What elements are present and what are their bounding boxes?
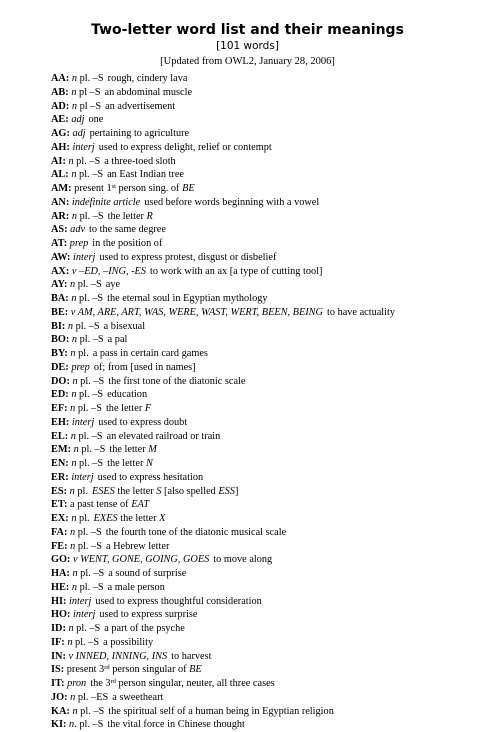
entry-definition: to harvest — [171, 650, 212, 662]
word-entry — [51, 430, 491, 444]
entry-word: ED: — [51, 389, 69, 401]
entry-inflection: pl. –S — [73, 623, 101, 634]
entry-definition: the vital force in Chinese thought — [107, 719, 245, 731]
entry-word: GO: — [51, 554, 71, 566]
entry-part-of-speech: interj — [73, 609, 96, 621]
entry-definition: the letter F — [105, 403, 152, 414]
entry-definition: education — [107, 389, 148, 401]
entry-definition: a past tense of EAT — [69, 499, 150, 511]
entry-word: IF: — [51, 636, 65, 648]
word-entry — [51, 86, 491, 100]
entry-part-of-speech: n — [67, 636, 73, 648]
entry-part-of-speech: n — [71, 389, 77, 401]
entry-inflection: pl. –S — [72, 636, 100, 648]
entry-word: HA: — [51, 568, 70, 579]
entry-part-of-speech: n — [69, 526, 76, 538]
entry-definition: EXES the letter X — [93, 513, 166, 524]
entry-part-of-speech: n — [72, 705, 78, 717]
word-entry — [51, 388, 491, 402]
word-entry — [51, 608, 491, 622]
word-entry — [51, 306, 491, 320]
entry-word: FA: — [51, 526, 68, 538]
update-note: [Updated from OWL2, January 28, 2006] — [160, 56, 335, 67]
entry-part-of-speech: interj — [69, 595, 92, 607]
entry-word: AT: — [51, 238, 68, 249]
entry-inflection: pl. –S — [75, 526, 102, 538]
word-entry — [51, 457, 491, 471]
word-entry — [51, 127, 491, 141]
entry-inflection: AM, ARE, ART, WAS, WERE, WAST, WERT, BEEN, BEING — [75, 306, 323, 318]
entry-part-of-speech: n — [71, 86, 77, 98]
entry-inflection: pl. –S — [73, 320, 100, 332]
entry-inflection: INNED, INNING, INS — [73, 650, 168, 662]
entry-definition: used before words beginning with a vowel — [144, 196, 320, 208]
entry-definition: a possibility — [103, 636, 154, 648]
entry-word: BO: — [51, 334, 70, 346]
word-entry — [51, 485, 491, 499]
entry-definition: present 3rd person singular of BE — [66, 664, 202, 676]
word-entry — [51, 553, 491, 567]
entry-part-of-speech: adj — [72, 128, 86, 139]
entry-inflection: pl. –S — [77, 334, 104, 346]
entry-word: DO: — [51, 375, 70, 387]
entry-definition: used to express surprise — [99, 609, 198, 621]
entry-part-of-speech: n — [71, 210, 78, 222]
entry-part-of-speech: interj — [71, 416, 95, 428]
entry-definition: an advertisement — [105, 100, 176, 112]
entry-inflection: pl. –S — [73, 155, 101, 167]
entry-definition: a male person — [107, 581, 165, 593]
entry-inflection: pl. –S — [78, 444, 106, 456]
entry-definition: a sound of surprise — [108, 568, 187, 579]
entry-part-of-speech: n — [71, 100, 78, 112]
entry-definition: pertaining to agriculture — [89, 128, 190, 139]
entry-part-of-speech: n — [73, 444, 79, 456]
entry-part-of-speech: n — [70, 403, 76, 414]
entry-definition: used to express delight, relief or contempt — [98, 141, 272, 153]
entry-definition: present 1st person sing. of BE — [74, 183, 195, 194]
entry-inflection: pl. –S — [75, 403, 102, 414]
entry-word: EX: — [51, 513, 69, 524]
word-entry — [51, 210, 491, 224]
entry-definition: an East Indian tree — [107, 169, 184, 181]
entry-part-of-speech: n — [71, 293, 77, 304]
entry-part-of-speech: n — [71, 334, 78, 346]
entry-part-of-speech: n — [71, 458, 77, 469]
word-entry — [51, 636, 491, 650]
entry-word: AB: — [51, 86, 69, 98]
entry-part-of-speech: n — [71, 169, 77, 181]
entry-part-of-speech: interj — [73, 251, 96, 263]
entry-word: AS: — [51, 224, 68, 236]
entry-part-of-speech: n — [71, 73, 78, 84]
entry-definition: to have actuality — [326, 306, 396, 318]
entry-word: BY: — [51, 348, 68, 359]
entry-definition: a part of the psyche — [104, 623, 185, 634]
word-count: [101 words] — [216, 40, 279, 52]
entry-word: JO: — [51, 691, 68, 703]
entry-part-of-speech: interj — [71, 471, 94, 483]
word-entry — [51, 402, 491, 416]
word-entry — [51, 182, 491, 196]
word-entry — [51, 251, 491, 265]
entry-word: AR: — [51, 210, 70, 222]
entry-part-of-speech: n — [72, 568, 78, 579]
entry-part-of-speech: v — [68, 650, 74, 662]
entry-definition: of; from [used in names] — [93, 361, 196, 373]
word-entry — [51, 622, 491, 636]
word-entry — [51, 540, 491, 554]
entry-part-of-speech: v — [70, 306, 76, 318]
word-entry — [51, 196, 491, 210]
entry-word: BA: — [51, 293, 69, 304]
word-entry — [51, 72, 491, 86]
entry-inflection: pl. –S — [75, 430, 103, 442]
entry-inflection: –ED, –ING, -ES — [76, 265, 146, 277]
entry-inflection: pl. –ES — [75, 691, 109, 703]
entry-word: KI: — [51, 719, 67, 731]
entry-inflection: pl. –S — [76, 389, 104, 401]
word-entry — [51, 443, 491, 457]
entry-definition: the letter M — [109, 444, 157, 456]
word-entry — [51, 512, 491, 526]
entry-inflection: pl –S — [76, 86, 101, 98]
entry-word: IN: — [51, 650, 66, 662]
entry-definition: used to express thoughtful consideration — [95, 595, 262, 607]
entry-word: IT: — [51, 678, 65, 689]
word-entry — [51, 581, 491, 595]
entry-word: AX: — [51, 265, 70, 277]
word-entry — [51, 155, 491, 169]
entry-word: EH: — [51, 416, 70, 428]
entry-definition: a three-toed sloth — [104, 155, 176, 167]
entry-part-of-speech: n — [71, 581, 78, 593]
word-entry — [51, 347, 491, 361]
entry-definition: a pass in certain card games — [92, 348, 208, 359]
word-entry — [51, 320, 491, 334]
entry-definition: used to express protest, disgust or disbelief — [99, 251, 277, 263]
entry-definition: to work with an ax [a type of cutting tool] — [149, 265, 323, 277]
word-entry — [51, 292, 491, 306]
entry-word: BE: — [51, 306, 69, 318]
entry-word: BI: — [51, 320, 66, 332]
word-entry — [51, 498, 491, 512]
entry-word: ID: — [51, 623, 66, 634]
entry-inflection: pl. –S — [77, 705, 105, 717]
entry-word: AG: — [51, 128, 70, 139]
entry-word: HE: — [51, 581, 70, 593]
entry-inflection: pl. –S — [77, 73, 104, 84]
entry-word: EM: — [51, 444, 72, 456]
word-entry — [51, 650, 491, 664]
entry-definition: the 3rd person singular, neuter, all three cases — [90, 678, 275, 689]
word-list — [51, 72, 491, 732]
entry-part-of-speech: n — [71, 513, 77, 524]
entry-definition: one — [88, 114, 104, 126]
entry-word: KA: — [51, 705, 70, 717]
word-entry — [51, 416, 491, 430]
entry-word: DE: — [51, 361, 69, 373]
entry-word: FE: — [51, 540, 68, 552]
word-entry — [51, 375, 491, 389]
entry-word: AW: — [51, 251, 71, 263]
entry-part-of-speech: v — [73, 554, 78, 566]
entry-inflection: pl. — [75, 348, 89, 359]
entry-definition: aye — [105, 279, 121, 291]
entry-definition: in the position of — [92, 238, 163, 249]
entry-part-of-speech: n — [70, 348, 76, 359]
entry-word: AN: — [51, 196, 70, 208]
entry-definition: the fourth tone of the diatonic musical scale — [105, 526, 287, 538]
entry-part-of-speech: n — [69, 719, 75, 731]
word-entry — [51, 705, 491, 719]
entry-word: AY: — [51, 279, 68, 291]
entry-definition: an elevated railroad or train — [106, 430, 221, 442]
entry-inflection: pl. –S — [75, 279, 102, 291]
word-entry — [51, 237, 491, 251]
entry-part-of-speech: n — [70, 691, 76, 703]
entry-definition: ESES the letter S [also spelled ESS] — [91, 485, 239, 497]
word-entry — [51, 691, 491, 705]
entry-inflection: pl. –S — [75, 540, 102, 552]
word-entry — [51, 471, 491, 485]
entry-inflection: pl –S — [77, 100, 102, 112]
entry-word: EF: — [51, 403, 68, 414]
entry-part-of-speech: v — [71, 265, 77, 277]
entry-word: HO: — [51, 609, 71, 621]
entry-inflection: pl. — [74, 485, 88, 497]
entry-inflection: pl. –S — [77, 568, 105, 579]
entry-definition: the eternal soul in Egyptian mythology — [107, 293, 268, 304]
entry-inflection: WENT, GONE, GOING, GOES — [77, 554, 210, 566]
word-entry — [51, 278, 491, 292]
entry-word: AL: — [51, 169, 69, 181]
entry-part-of-speech: pron — [67, 678, 87, 689]
entry-definition: used to express doubt — [98, 416, 188, 428]
word-entry — [51, 100, 491, 114]
entry-word: ES: — [51, 485, 68, 497]
entry-word: AI: — [51, 155, 66, 167]
entry-part-of-speech: n — [68, 623, 74, 634]
entry-definition: a Hebrew letter — [105, 540, 170, 552]
word-entry — [51, 526, 491, 540]
document-title: Two-letter word list and their meanings — [91, 22, 404, 38]
entry-word: AM: — [51, 183, 72, 194]
entry-definition: the letter N — [107, 458, 153, 469]
word-entry — [51, 718, 491, 732]
entry-definition: the spiritual self of a human being in Egyptian religion — [108, 705, 334, 717]
entry-part-of-speech: n — [68, 155, 74, 167]
entry-part-of-speech: prep — [71, 361, 90, 373]
entry-word: EN: — [51, 458, 69, 469]
entry-inflection: . pl. –S — [74, 719, 104, 731]
entry-part-of-speech: n — [70, 279, 76, 291]
entry-inflection: pl. –S — [76, 458, 104, 469]
entry-word: ET: — [51, 499, 68, 511]
entry-definition: the first tone of the diatonic scale — [108, 375, 246, 387]
entry-definition: rough, cindery lava — [107, 73, 188, 84]
entry-inflection: pl. –S — [77, 210, 104, 222]
entry-definition: a bisexual — [103, 320, 146, 332]
entry-word: AH: — [51, 141, 70, 153]
entry-part-of-speech: prep — [69, 238, 89, 249]
entry-word: HI: — [51, 595, 67, 607]
entry-definition: used to express hesitation — [97, 471, 204, 483]
entry-inflection: pl. –S — [76, 169, 104, 181]
entry-part-of-speech: n — [72, 375, 78, 387]
entry-word: IS: — [51, 664, 65, 676]
entry-inflection: pl. –S — [76, 293, 104, 304]
entry-word: EL: — [51, 430, 69, 442]
entry-part-of-speech: indefinite article — [71, 196, 141, 208]
word-entry — [51, 663, 491, 677]
entry-inflection: pl. –S — [77, 581, 104, 593]
entry-inflection: pl. — [76, 513, 90, 524]
entry-part-of-speech: n — [67, 320, 74, 332]
entry-inflection: pl. –S — [77, 375, 105, 387]
entry-definition: a sweetheart — [112, 691, 164, 703]
entry-word: ER: — [51, 471, 69, 483]
entry-word: AA: — [51, 73, 70, 84]
entry-definition: to the same degree — [89, 224, 166, 236]
word-entry — [51, 113, 491, 127]
word-entry — [51, 361, 491, 375]
entry-part-of-speech: interj — [72, 141, 95, 153]
word-entry — [51, 168, 491, 182]
entry-definition: the letter R — [107, 210, 153, 222]
word-entry — [51, 567, 491, 581]
entry-definition: a pal — [107, 334, 128, 346]
entry-part-of-speech: adv — [70, 224, 86, 236]
entry-part-of-speech: n — [70, 540, 76, 552]
word-entry — [51, 595, 491, 609]
word-entry — [51, 265, 491, 279]
entry-word: AE: — [51, 114, 69, 126]
entry-part-of-speech: n — [69, 485, 75, 497]
word-entry — [51, 141, 491, 155]
word-entry — [51, 677, 491, 691]
word-entry — [51, 223, 491, 237]
entry-word: AD: — [51, 100, 70, 112]
entry-part-of-speech: n — [70, 430, 76, 442]
entry-definition: an abdominal muscle — [104, 86, 193, 98]
entry-part-of-speech: adj — [71, 114, 85, 126]
entry-definition: to move along — [213, 554, 273, 566]
word-entry — [51, 333, 491, 347]
